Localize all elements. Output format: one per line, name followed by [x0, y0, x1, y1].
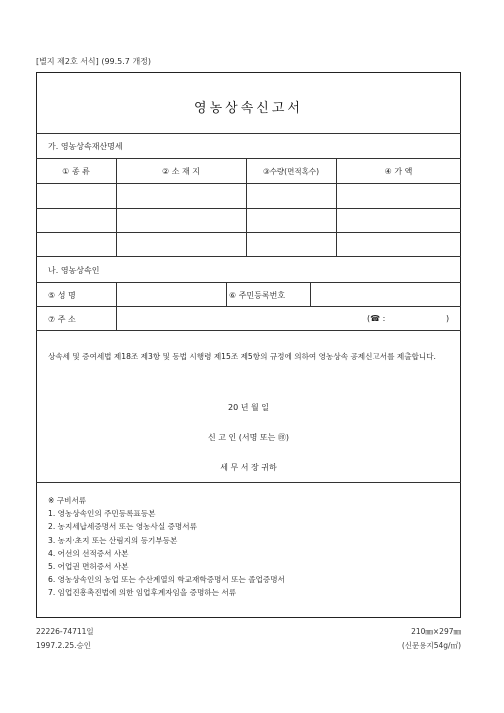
label-name: ⑤ 성 명	[48, 291, 76, 300]
divider	[36, 282, 461, 283]
divider	[36, 158, 461, 159]
list-item: 5. 어업권 면허증서 사본	[48, 562, 129, 572]
addressee-line: 세 무 서 장 귀하	[220, 463, 277, 472]
divider	[36, 183, 461, 184]
footer-approval: 1997.2.25.승인	[36, 641, 92, 650]
divider	[226, 282, 227, 306]
divider	[36, 256, 461, 257]
required-documents-heading: ※ 구비서류	[48, 496, 87, 505]
date-line: 20 년 월 일	[228, 403, 269, 412]
list-item: 7. 임업진흥촉진법에 의한 임업후계자임을 증명하는 서류	[48, 588, 237, 598]
column-header-quantity: ③수량(면적혹수)	[262, 167, 320, 176]
divider	[310, 282, 311, 306]
divider	[36, 306, 461, 307]
label-phone: (☎ :	[367, 314, 386, 323]
list-item: 3. 농지·초지 또는 산림지의 등기부등본	[48, 535, 178, 545]
label-phone-close: )	[446, 314, 450, 323]
section-asset-details: 가. 영농상속재산명세	[48, 142, 123, 151]
column-header-type: ① 종 류	[62, 167, 90, 176]
divider	[36, 208, 461, 209]
footer-code: 22226-74711일	[36, 627, 94, 636]
divider	[36, 133, 461, 134]
divider	[36, 232, 461, 233]
list-item: 6. 영농상속인의 농업 또는 수산계열의 학교재학증명서 또는 졸업증명서	[48, 575, 285, 585]
section-heir: 나. 영농상속인	[48, 266, 100, 275]
list-item: 4. 어선의 선적증서 사본	[48, 548, 129, 558]
divider	[116, 282, 117, 330]
footer-paper: (신문용지54g/㎡)	[401, 641, 461, 650]
footer-size: 210㎜×297㎜	[411, 627, 461, 636]
form-tag: [별지 제2호 서식] (99.5.7 개정)	[36, 57, 152, 66]
divider	[36, 330, 461, 331]
column-header-value: ④ 가 액	[384, 167, 413, 176]
page-title: 영농상속신고서	[194, 101, 303, 116]
applicant-line: 신 고 인 (서명 또는 ㊞)	[207, 433, 290, 442]
declaration-statement: 상속세 및 증여세법 제18조 제3항 및 동법 시행령 제15조 제5항의 규정에 의하여 영농상속 공제신고서를 제출합니다.	[48, 352, 436, 361]
label-resident-number: ⑥ 주민등록번호	[229, 291, 286, 300]
label-address: ⑦ 주 소	[48, 315, 76, 324]
column-header-location: ② 소 재 지	[162, 167, 200, 176]
list-item: 2. 농지세납세증명서 또는 영농사실 증명서류	[48, 522, 197, 532]
required-documents	[48, 494, 285, 600]
divider	[36, 482, 461, 483]
list-item: 1. 영농상속인의 주민등록표등본	[48, 509, 156, 519]
